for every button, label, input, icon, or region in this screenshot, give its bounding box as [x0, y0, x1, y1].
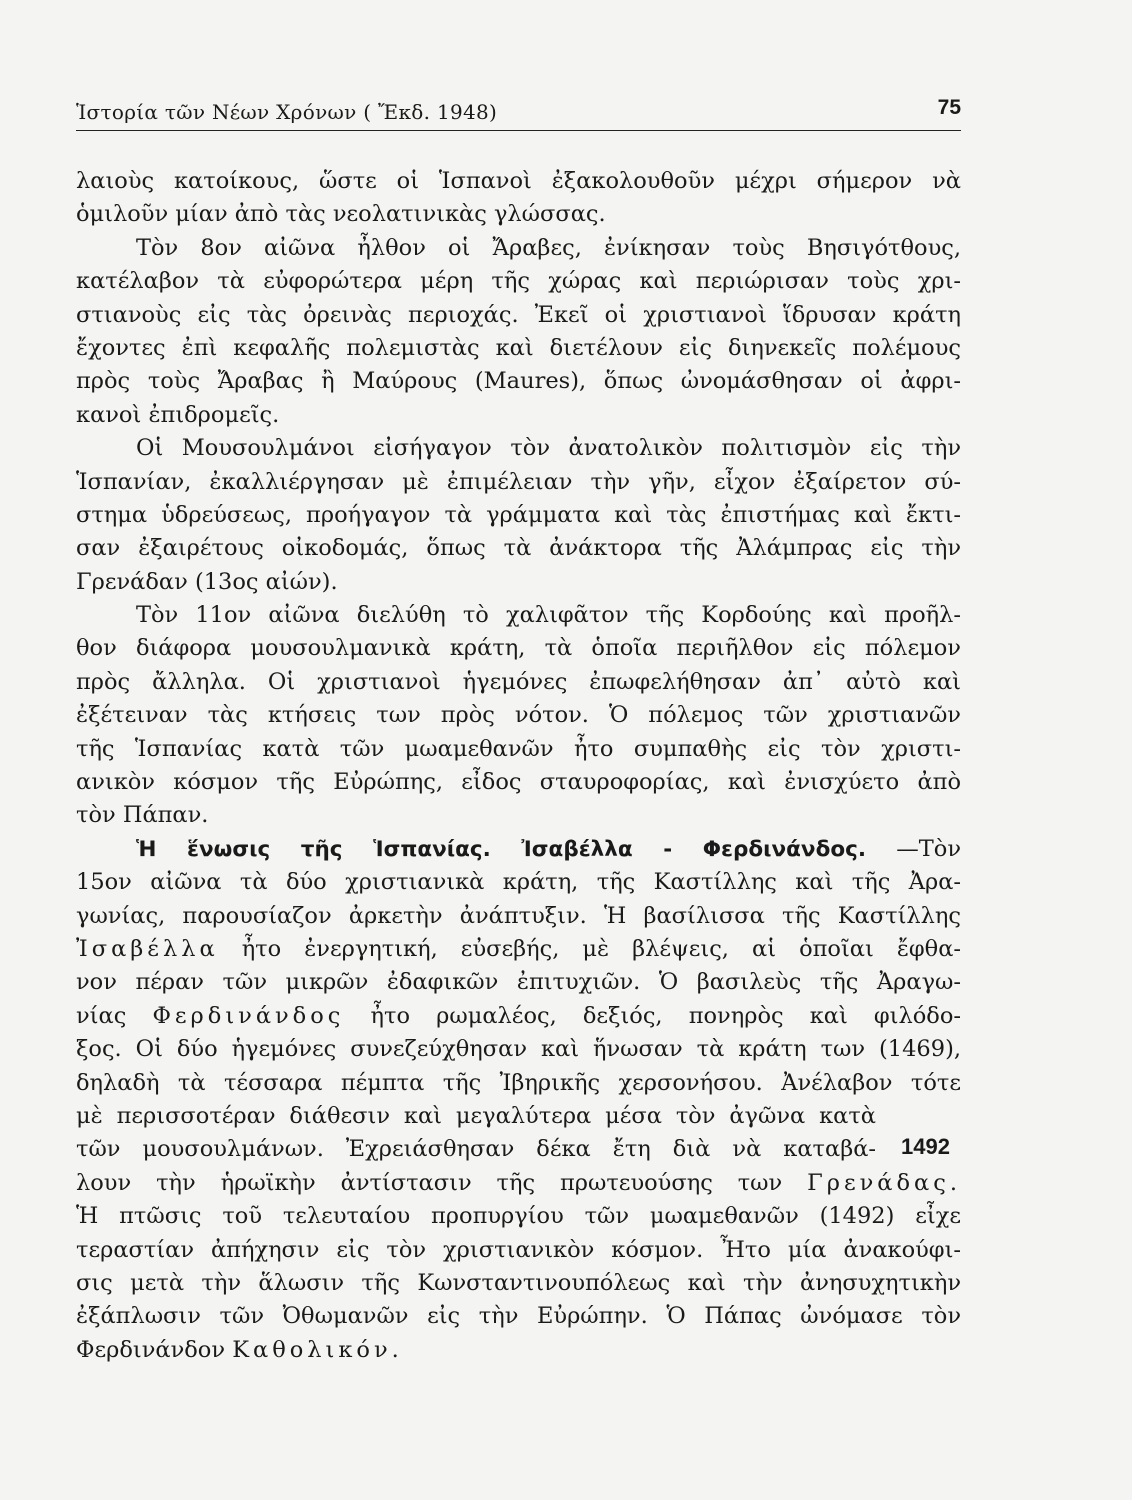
text-line: [76, 933, 961, 966]
text-line: [76, 1334, 961, 1367]
text-line: [76, 1000, 961, 1033]
name-isabella: Ἰσαβέλλα: [76, 935, 219, 962]
text-line: τεραστίαν ἀπήχησιν εἰς τὸν χριστιανικὸν κόσμον. Ἦτο μία ἀνακούφι-: [76, 1236, 961, 1263]
text-line: πρὸς ἄλληλα. Οἱ χριστιανοὶ ἡγεμόνες ἐπωφελήθησαν ἀπ᾽ αὐτὸ καὶ: [76, 668, 961, 695]
text-line: τῆς Ἱσπανίας κατὰ τῶν μωαμεθανῶν ἦτο συμπαθὴς εἰς τὸν χριστι-: [76, 735, 961, 762]
text-line: Τὸν 8ον αἰῶνα ἦλθον οἱ Ἄραβες, ἐνίκησαν τοὺς Βησιγότθους,: [136, 234, 961, 261]
text-line: μὲ περισσοτέραν διάθεσιν καὶ μεγαλύτερα μέσα τὸν ἀγῶνα κατὰ: [76, 1102, 876, 1129]
text-line: Ἡ πτῶσις τοῦ τελευταίου προπυργίου τῶν μωαμεθανῶν (1492) εἶχε: [76, 1203, 961, 1230]
text-line: ὁμιλοῦν μίαν ἀπὸ τὰς νεολατινικὰς γλώσσας.: [76, 201, 606, 228]
text-line: στημα ὑδρεύσεως, προήγαγον τὰ γράμματα καὶ τὰς ἐπιστήμας καὶ ἔκτι-: [76, 501, 961, 528]
text-line: Τὸν 11ον αἰῶνα διελύθη τὸ χαλιφᾶτον τῆς Κορδούης καὶ προῆλ-: [136, 602, 961, 629]
text-fragment: λουν τὴν ἡρωϊκὴν ἀντίστασιν τῆς πρωτευούσης των: [76, 1169, 783, 1196]
heading-continuation: —Τὸν: [896, 835, 961, 862]
text-line: ἐξέτειναν τὰς κτήσεις των πρὸς νότον. Ὁ πόλεμος τῶν χριστιανῶν: [76, 702, 961, 729]
text-line: ἔχοντες ἐπὶ κεφαλῆς πολεμιστὰς καὶ διετέλουν εἰς διηνεκεῖς πολέμους: [76, 334, 961, 361]
text-line: ανικὸν κόσμον τῆς Εὐρώπης, εἶδος σταυροφορίας, καὶ ἐνισχύετο ἀπὸ: [76, 769, 961, 796]
text-line: σαν ἐξαιρέτους οἰκοδομάς, ὅπως τὰ ἀνάκτορα τῆς Ἀλάμπρας εἰς τὴν: [76, 535, 961, 562]
body-text: [76, 165, 961, 1367]
text-line: θον διάφορα μουσουλμανικὰ κράτη, τὰ ὁποῖα περιῆλθον εἰς πόλεμον: [76, 635, 961, 662]
text-line: κανοὶ ἐπιδρομεῖς.: [76, 401, 280, 428]
text-line: τῶν μουσουλμάνων. Ἐχρειάσθησαν δέκα ἔτη διὰ νὰ καταβά-: [76, 1136, 876, 1163]
text-fragment: νίας: [76, 1002, 127, 1029]
page-number: 75: [937, 96, 961, 119]
text-line: Ἱσπανίαν, ἐκαλλιέργησαν μὲ ἐπιμέλειαν τὴν γῆν, εἶχον ἐξαίρετον σύ-: [76, 468, 961, 495]
text-line: κατέλαβον τὰ εὐφορώτερα μέρη τῆς χώρας καὶ περιώρισαν τοὺς χρι-: [76, 268, 961, 295]
name-catholic: Καθολικόν.: [232, 1336, 403, 1363]
section-heading: Ἡ ἕνωσις τῆς Ἱσπανίας. Ἰσαβέλλα - Φερδινάνδος.: [136, 836, 867, 862]
name-grenada: Γρενάδας.: [807, 1169, 961, 1196]
text-line: νον πέραν τῶν μικρῶν ἐδαφικῶν ἐπιτυχιῶν. Ὁ βασιλεὺς τῆς Ἀραγω-: [76, 969, 961, 996]
text-fragment: ἦτο ρωμαλέος, δεξιός, πονηρὸς καὶ φιλόδο-: [370, 1002, 961, 1029]
text-fragment: ἦτο ἐνεργητική, εὐσεβής, μὲ βλέψεις, αἱ ὁποῖαι ἔφθα-: [241, 935, 961, 962]
margin-note-year: 1492: [901, 1134, 950, 1159]
text-line: γωνίας, παρουσίαζον ἀρκετὴν ἀνάπτυξιν. Ἡ βασίλισσα τῆς Καστίλλης: [76, 902, 961, 929]
text-line: ἐξάπλωσιν τῶν Ὀθωμανῶν εἰς τὴν Εὐρώπην. Ὁ Πάπας ὠνόμασε τὸν: [76, 1303, 961, 1330]
text-line: τὸν Πάπαν.: [76, 802, 209, 829]
text-line: πρὸς τοὺς Ἄραβας ἢ Μαύρους (Maures), ὅπως ὠνομάσθησαν οἱ ἀφρι-: [76, 368, 961, 395]
text-line: λαιοὺς κατοίκους, ὥστε οἱ Ἱσπανοὶ ἐξακολουθοῦν μέχρι σήμερον νὰ: [76, 168, 961, 194]
text-line: ξος. Οἱ δύο ἡγεμόνες συνεζεύχθησαν καὶ ἥνωσαν τὰ κράτη των (1469),: [76, 1036, 961, 1063]
running-title: Ἱστορία τῶν Νέων Χρόνων ( Ἔκδ. 1948): [76, 100, 498, 124]
text-line: Οἱ Μουσουλμάνοι εἰσήγαγον τὸν ἀνατολικὸν πολιτισμὸν εἰς τὴν: [136, 435, 961, 462]
text-line: δηλαδὴ τὰ τέσσαρα πέμπτα τῆς Ἰβηρικῆς χερσονήσου. Ἀνέλαβον τότε: [76, 1069, 961, 1096]
text-line: Γρενάδαν (13ος αἰών).: [76, 568, 338, 595]
page-header: [76, 96, 961, 131]
name-ferdinand: Φερδινάνδος: [152, 1002, 345, 1029]
text-line: [76, 1167, 961, 1200]
text-line: 15ον αἰῶνα τὰ δύο χριστιανικὰ κράτη, τῆς Καστίλλης καὶ τῆς Ἀρα-: [76, 869, 961, 896]
text-fragment: Φερδινάνδον: [76, 1336, 226, 1363]
text-line: στιανοὺς εἰς τὰς ὀρεινὰς περιοχάς. Ἐκεῖ οἱ χριστιανοὶ ἵδρυσαν κράτη: [76, 301, 961, 328]
text-line: σις μετὰ τὴν ἅλωσιν τῆς Κωνσταντινουπόλεως καὶ τὴν ἀνησυχητικὴν: [76, 1269, 961, 1296]
section-heading-line: [76, 833, 961, 866]
